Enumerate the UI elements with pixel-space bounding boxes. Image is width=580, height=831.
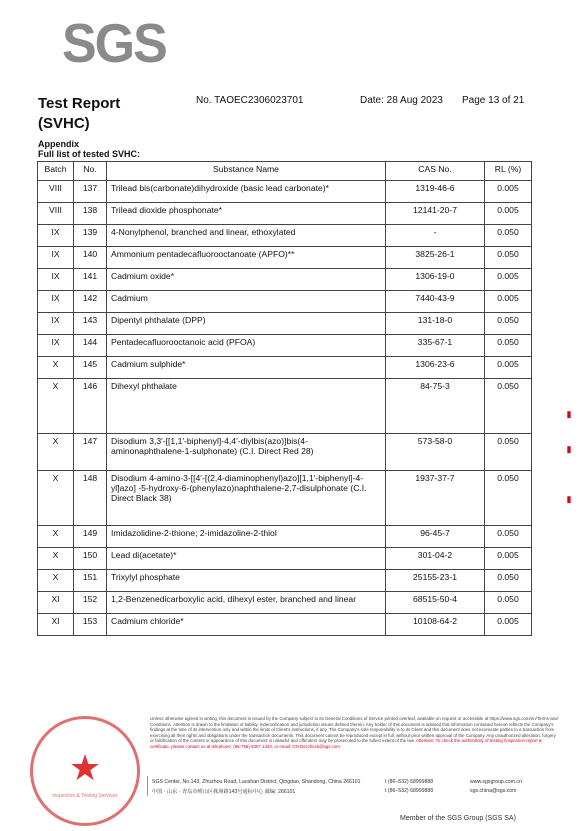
report-subtitle: (SVHC) xyxy=(38,115,90,132)
footer-divider xyxy=(147,776,148,796)
table-row xyxy=(38,548,532,570)
cell-rl: 0.050 xyxy=(485,313,532,335)
cell-rl: 0.050 xyxy=(485,570,532,592)
cell-batch: VIII xyxy=(38,203,74,225)
table-row xyxy=(38,313,532,335)
cell-cas: 1306-23-6 xyxy=(386,357,485,379)
cell-batch: X xyxy=(38,379,74,434)
cell-cas: 301-04-2 xyxy=(386,548,485,570)
cell-cas: 84-75-3 xyxy=(386,379,485,434)
table-row xyxy=(38,614,532,636)
cell-substance: Dipentyl phthalate (DPP) xyxy=(107,313,386,335)
col-batch: Batch xyxy=(38,162,74,181)
cell-batch: IX xyxy=(38,247,74,269)
cell-cas: 25155-23-1 xyxy=(386,570,485,592)
table-row xyxy=(38,570,532,592)
cell-no: 141 xyxy=(74,269,107,291)
cell-batch: XI xyxy=(38,614,74,636)
cell-rl: 0.050 xyxy=(485,592,532,614)
attention-text: Attention: To check the authenticity of testing /inspection report & certificate, please contact us at telephone: (86-755) 8307 1443, or email: CN.Doccheck@sgs.com xyxy=(150,738,542,749)
cell-cas: 10108-64-2 xyxy=(386,614,485,636)
disclaimer-text: Unless otherwise agreed in writing, this document is issued by the Company subject to its General Conditions of Service printed overleaf, available on request or accessible at https://www.sgs.com/en/Terms-and-Conditions. Attention is drawn to the limitation of liability, indemnification and jurisdiction issues defined therein. Any holder of this document is advised that information contained hereon reflects the Company's findings at the time of its intervention only and within the limits of Client's instructions, if any. The Company's sole responsibility is to its Client and this document does not exonerate parties to a transaction from exercising all their rights and obligations under the transaction documents. This document cannot be reproduced except in full, without prior written approval of the Company. Any unauthorized alteration, forgery or falsification of the content or appearance of this document is unlawful and offenders may be prosecuted to the fullest extent of the law. xyxy=(150,716,560,744)
cell-rl: 0.050 xyxy=(485,526,532,548)
cell-rl: 0.050 xyxy=(485,379,532,434)
cell-substance: Trilead dioxide phosphonate* xyxy=(107,203,386,225)
cell-substance: Disodium 3,3'-[[1,1'-biphenyl]-4,4'-diylbis(azo)]bis(4-aminonaphthalene-1-sulphonate) (C.I. Direct Red 28) xyxy=(107,434,386,471)
cell-no: 149 xyxy=(74,526,107,548)
cell-no: 140 xyxy=(74,247,107,269)
col-substance: Substance Name xyxy=(107,162,386,181)
svhc-table xyxy=(37,161,532,636)
cell-cas: 1937-37-7 xyxy=(386,471,485,526)
cell-batch: IX xyxy=(38,291,74,313)
table-row xyxy=(38,225,532,247)
cell-substance: Cadmium chloride* xyxy=(107,614,386,636)
table-row xyxy=(38,592,532,614)
cell-rl: 0.050 xyxy=(485,335,532,357)
cell-substance: Cadmium oxide* xyxy=(107,269,386,291)
cell-cas: 68515-50-4 xyxy=(386,592,485,614)
cell-cas: 3825-26-1 xyxy=(386,247,485,269)
cell-rl: 0.050 xyxy=(485,434,532,471)
table-row xyxy=(38,247,532,269)
cell-cas: - xyxy=(386,225,485,247)
table-row xyxy=(38,335,532,357)
cell-batch: X xyxy=(38,526,74,548)
cell-no: 147 xyxy=(74,434,107,471)
website-link[interactable]: www.sgsgroup.com.cn xyxy=(470,779,522,785)
cell-no: 138 xyxy=(74,203,107,225)
cell-batch: IX xyxy=(38,313,74,335)
cell-no: 142 xyxy=(74,291,107,313)
cell-batch: XI xyxy=(38,592,74,614)
cell-rl: 0.005 xyxy=(485,291,532,313)
cell-rl: 0.005 xyxy=(485,548,532,570)
cell-batch: VIII xyxy=(38,181,74,203)
cell-substance: Ammonium pentadecafluorooctanoate (APFO)** xyxy=(107,247,386,269)
cell-no: 144 xyxy=(74,335,107,357)
sgs-logo: SGS xyxy=(62,13,166,75)
cell-substance: Imidazolidine-2-thione; 2-imidazoline-2-thiol xyxy=(107,526,386,548)
table-row xyxy=(38,291,532,313)
cell-batch: X xyxy=(38,357,74,379)
cell-no: 139 xyxy=(74,225,107,247)
cell-rl: 0.050 xyxy=(485,225,532,247)
cell-no: 152 xyxy=(74,592,107,614)
table-header-row xyxy=(38,162,532,181)
cell-cas: 1306-19-0 xyxy=(386,269,485,291)
cell-batch: IX xyxy=(38,269,74,291)
cell-substance: 1,2-Benzenedicarboxylic acid, dihexyl ester, branched and linear xyxy=(107,592,386,614)
report-date: Date: 28 Aug 2023 xyxy=(360,95,443,106)
cell-no: 146 xyxy=(74,379,107,434)
cell-substance: Trixylyl phosphate xyxy=(107,570,386,592)
cell-no: 137 xyxy=(74,181,107,203)
cell-cas: 573-58-0 xyxy=(386,434,485,471)
table-row xyxy=(38,526,532,548)
col-rl: RL (%) xyxy=(485,162,532,181)
cell-substance: Cadmium sulphide* xyxy=(107,357,386,379)
phone-1: t (86–532) 68999888 xyxy=(385,779,434,785)
list-title: Full list of tested SVHC: xyxy=(38,149,141,159)
cell-no: 151 xyxy=(74,570,107,592)
table-row xyxy=(38,379,532,434)
cell-substance: 4-Nonylphenol, branched and linear, ethoxylated xyxy=(107,225,386,247)
cell-rl: 0.005 xyxy=(485,269,532,291)
cell-rl: 0.005 xyxy=(485,614,532,636)
cell-cas: 131-18-0 xyxy=(386,313,485,335)
cell-batch: X xyxy=(38,434,74,471)
address-cn: 中国 · 山东 · 青岛市崂山区株洲路143号通标中心 邮编: 266101 xyxy=(152,789,296,795)
appendix-label: Appendix xyxy=(38,139,80,149)
cell-batch: X xyxy=(38,548,74,570)
cell-rl: 0.050 xyxy=(485,247,532,269)
table-row xyxy=(38,357,532,379)
report-title: Test Report xyxy=(38,95,121,112)
table-row xyxy=(38,181,532,203)
cell-substance: Lead di(acetate)* xyxy=(107,548,386,570)
cell-substance: Trilead bis(carbonate)dihydroxide (basic lead carbonate)* xyxy=(107,181,386,203)
cell-batch: X xyxy=(38,471,74,526)
cell-cas: 12141-20-7 xyxy=(386,203,485,225)
side-stamp-mark: ▮ xyxy=(565,445,575,455)
cell-no: 153 xyxy=(74,614,107,636)
cell-substance: Pentadecafluorooctanoic acid (PFOA) xyxy=(107,335,386,357)
inspection-seal xyxy=(30,716,140,826)
cell-rl: 0.005 xyxy=(485,203,532,225)
seal-label: Inspection & Testing Services xyxy=(52,793,118,799)
table-row xyxy=(38,203,532,225)
cell-substance: Disodium 4-amino-3-[[4'-[(2,4-diaminophenyl)azo][1,1'-biphenyl]-4-yl]azo] -5-hydroxy-6-(phenylazo)naphthalene-2,7-disulphonate (C.I. Direct Black 38) xyxy=(107,471,386,526)
star-icon: ★ xyxy=(68,747,102,788)
cell-batch: IX xyxy=(38,225,74,247)
table-body xyxy=(38,181,532,636)
table-row xyxy=(38,471,532,526)
cell-cas: 1319-46-6 xyxy=(386,181,485,203)
member-line: Member of the SGS Group (SGS SA) xyxy=(400,815,516,822)
cell-substance: Cadmium xyxy=(107,291,386,313)
cell-cas: 7440-43-9 xyxy=(386,291,485,313)
cell-substance: Dihexyl phthalate xyxy=(107,379,386,434)
report-number: No. TAOEC2306023701 xyxy=(196,95,304,106)
page-number: Page 13 of 21 xyxy=(462,95,525,106)
cell-rl: 0.050 xyxy=(485,471,532,526)
cell-rl: 0.005 xyxy=(485,181,532,203)
side-stamp-mark: ▮ xyxy=(565,410,575,420)
cell-no: 150 xyxy=(74,548,107,570)
footer-disclaimer xyxy=(150,716,560,750)
table-row xyxy=(38,269,532,291)
cell-batch: IX xyxy=(38,335,74,357)
cell-cas: 335-67-1 xyxy=(386,335,485,357)
col-no: No. xyxy=(74,162,107,181)
col-cas: CAS No. xyxy=(386,162,485,181)
email-link[interactable]: sgs.china@sgs.com xyxy=(470,788,517,794)
cell-rl: 0.005 xyxy=(485,357,532,379)
table-row xyxy=(38,434,532,471)
cell-cas: 96-45-7 xyxy=(386,526,485,548)
cell-no: 148 xyxy=(74,471,107,526)
side-stamp-mark: ▮ xyxy=(565,495,575,505)
address-en: SGS Center, No.143, Zhuzhou Road, Laoshan District, Qingdao, Shandong, China 266101 xyxy=(152,779,361,785)
cell-no: 145 xyxy=(74,357,107,379)
phone-2: t (86–532) 68999888 xyxy=(385,788,434,794)
cell-no: 143 xyxy=(74,313,107,335)
cell-batch: X xyxy=(38,570,74,592)
